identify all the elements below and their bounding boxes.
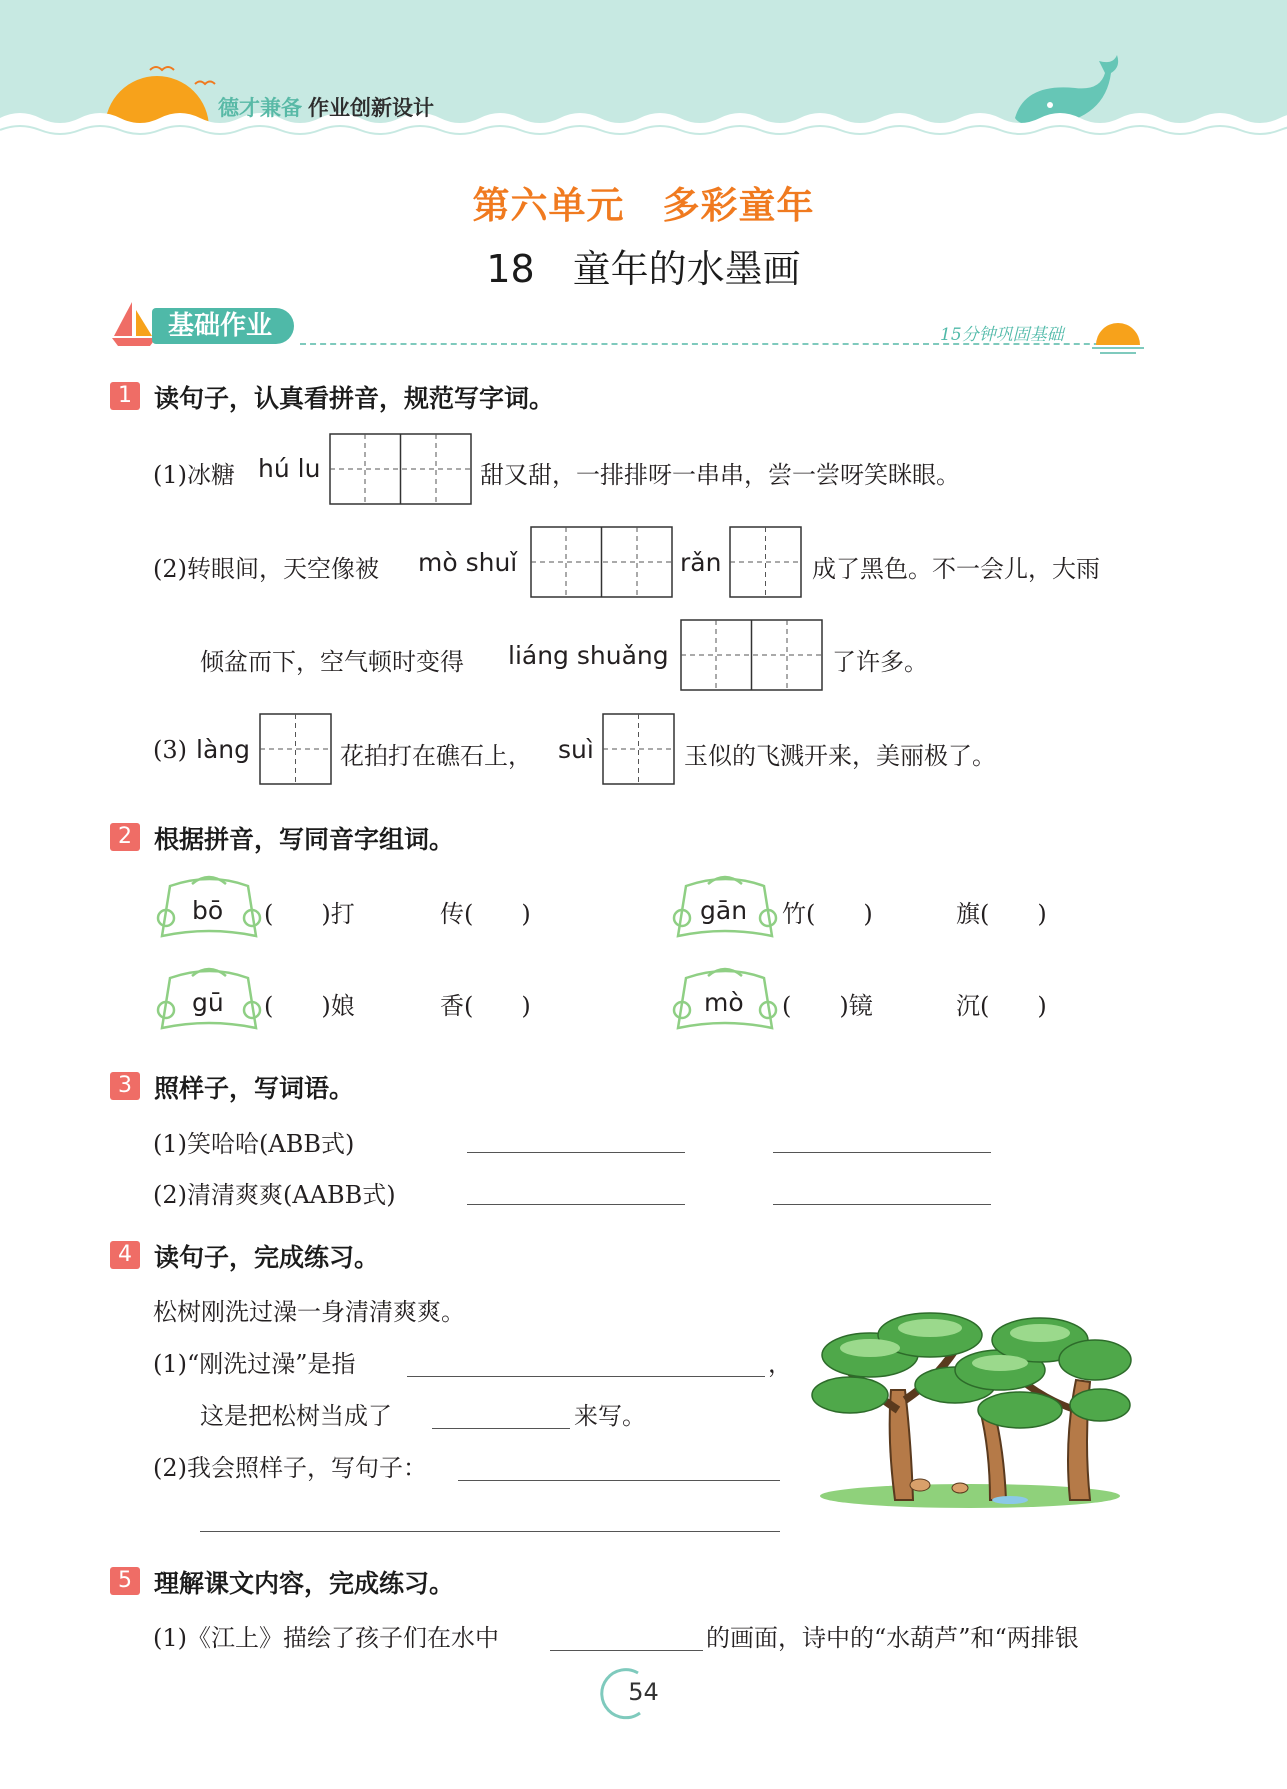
q2-bo-word-1: ( )打 [264, 900, 355, 928]
q1-s2-prefix: (2)转眼间，天空像被 [153, 555, 379, 583]
q1-s1-writing-grid[interactable] [329, 433, 472, 505]
q2-pinyin-gan: gān [700, 896, 748, 925]
q4-part-1b-blank[interactable] [432, 1428, 570, 1429]
q4-sentence: 松树刚洗过澡一身清清爽爽。 [153, 1298, 465, 1326]
q2-gu-word-2: 香( ) [440, 992, 531, 1020]
q4-part-2: (2)我会照样子，写句子： [153, 1454, 427, 1482]
q1-s2b-pinyin: liáng shuǎng [508, 641, 669, 670]
sailboat-icon [110, 300, 158, 350]
q1-s3-writing-grid-2[interactable] [602, 713, 675, 785]
q3-item-1-blank-2[interactable] [773, 1152, 991, 1153]
q1-s3-writing-grid-1[interactable] [259, 713, 332, 785]
q3-item-2-blank-2[interactable] [773, 1204, 991, 1205]
question-1-number: 1 [110, 382, 140, 410]
q1-s1-rest: 甜又甜，一排排呀一串串，尝一尝呀笑眯眼。 [480, 461, 960, 489]
unit-title: 第六单元 多彩童年 [472, 184, 815, 227]
q1-s2-rest: 成了黑色。不一会儿，大雨 [812, 555, 1100, 583]
q1-s2b-rest: 了许多。 [832, 648, 928, 676]
question-2-title: 根据拼音，写同音字组词。 [154, 825, 455, 854]
q1-s3-pinyin-1: làng [196, 735, 250, 764]
q5-part-1a: (1)《江上》描绘了孩子们在水中 [153, 1624, 499, 1652]
q2-gan-word-1: 竹( ) [782, 900, 873, 928]
q4-part-1a-blank[interactable] [407, 1376, 765, 1377]
q4-part-1b-end: 来写。 [574, 1402, 646, 1430]
q2-pinyin-mo: mò [704, 988, 744, 1017]
brand-right: 作业创新设计 [308, 96, 434, 120]
question-3-title: 照样子，写词语。 [154, 1074, 355, 1103]
page-number: 54 [628, 1678, 659, 1706]
q1-s2b-prefix: 倾盆而下，空气顿时变得 [200, 648, 464, 676]
section-label: 基础作业 [152, 308, 294, 344]
q1-s2-writing-grid-2[interactable] [729, 526, 802, 598]
q1-s1-pinyin: hú lu [258, 454, 321, 483]
question-1-title: 读句子，认真看拼音，规范写字词。 [154, 384, 555, 413]
header-band [0, 0, 1287, 150]
q4-part-1b: 这是把松树当成了 [200, 1402, 392, 1430]
q3-item-2: (2)清清爽爽(AABB式) [153, 1181, 396, 1209]
sunset-icon [1092, 315, 1144, 355]
q2-mo-word-2: 沉( ) [956, 992, 1047, 1020]
q2-bo-word-2: 传( ) [440, 900, 531, 928]
question-5-title: 理解课文内容，完成练习。 [154, 1569, 455, 1598]
question-5-number: 5 [110, 1567, 140, 1595]
header-decoration [0, 0, 1287, 150]
q1-s1-prefix: (1)冰糖 [153, 461, 235, 489]
lesson-title: 18 童年的水墨画 [486, 247, 801, 291]
brand-left: 德才兼备 [218, 96, 302, 120]
question-4-number: 4 [110, 1241, 140, 1269]
q1-s2-pinyin-2: rǎn [680, 548, 722, 577]
q1-s3-rest: 玉似的飞溅开来，美丽极了。 [684, 742, 996, 770]
q2-pinyin-bo: bō [192, 896, 224, 925]
q1-s2-writing-grid-1[interactable] [530, 526, 673, 598]
q2-gan-word-2: 旗( ) [956, 900, 1047, 928]
q3-item-2-blank-1[interactable] [467, 1204, 685, 1205]
brand [218, 92, 434, 122]
q4-part-1a-end: ， [768, 1350, 792, 1378]
q1-s2b-writing-grid[interactable] [680, 619, 823, 691]
q3-item-1: (1)笑哈哈(ABB式) [153, 1130, 355, 1158]
question-3-number: 3 [110, 1072, 140, 1100]
pine-trees-illustration [810, 1300, 1132, 1510]
q1-s2-pinyin-1: mò shuǐ [418, 548, 518, 577]
q1-s3-pinyin-2: suì [558, 735, 594, 764]
q2-gu-word-1: ( )娘 [264, 992, 355, 1020]
question-2-number: 2 [110, 823, 140, 851]
q1-s3-mid: 花拍打在礁石上， [340, 742, 532, 770]
q5-part-1-blank[interactable] [550, 1650, 703, 1651]
q4-part-2-blank-1[interactable] [458, 1480, 780, 1481]
q1-s3-prefix: (3) [153, 736, 187, 764]
q4-part-2-blank-2[interactable] [200, 1531, 780, 1532]
bird-icon [150, 67, 174, 70]
q5-part-1b: 的画面，诗中的“水葫芦”和“两排银 [706, 1624, 1079, 1652]
q4-part-1a: (1)“刚洗过澡”是指 [153, 1350, 356, 1378]
section-note: 15分钟巩固基础 [940, 325, 1064, 345]
question-4-title: 读句子，完成练习。 [154, 1243, 380, 1272]
q3-item-1-blank-1[interactable] [467, 1152, 685, 1153]
q2-mo-word-1: ( )镜 [782, 992, 873, 1020]
q2-pinyin-gu: gū [192, 988, 224, 1017]
